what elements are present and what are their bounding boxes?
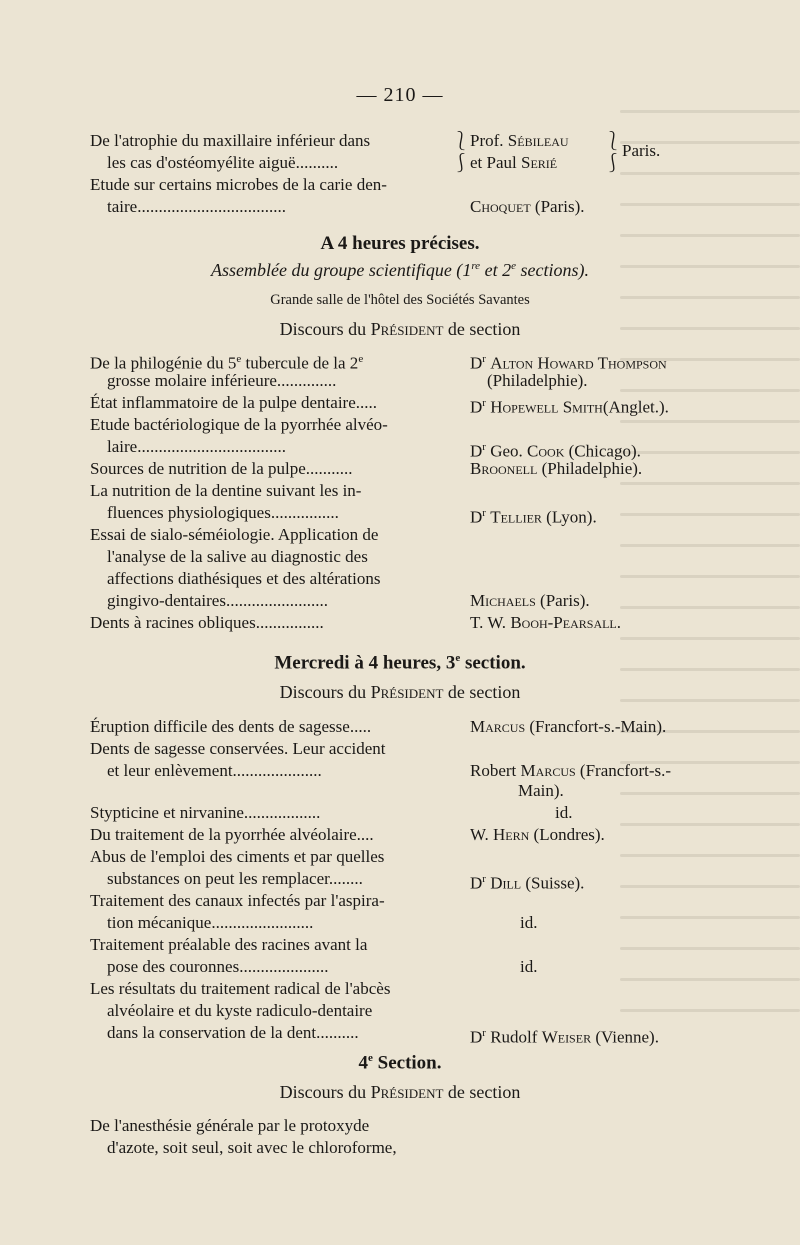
entry-author: Marcus (Francfort-s.-Main). [470,717,667,736]
entry-author: Broonell (Philadelphie). [470,459,643,478]
entry-title: grosse molaire inférieure.............. [107,371,337,390]
left-brace-glyph: ⎱ [452,131,470,151]
entry-title: Du traitement de la pyorrhée alvéolaire.... [90,825,374,844]
entry-author: $D^r$ Hopewell Smith(Anglet.). [470,397,669,417]
discourse-line: Discours du Président de section [279,682,521,702]
discourse-line: Discours du Président de section [279,1082,521,1102]
entry-author: et Paul Serié [470,153,558,172]
assembly-line: Assemblée du groupe scientifique (1re et 2e sections). [211,260,589,280]
entry-title: gingivo-dentaires........................ [107,591,328,610]
entry-title: pose des couronnes..................... [107,957,329,976]
entry-title: Dents à racines obliques................ [90,613,324,632]
left-brace-glyph: ⎰ [452,153,470,173]
entry-title: Etude bactériologique de la pyorrhée alvéo- [90,415,388,434]
entry-title: taire................................... [107,197,286,216]
entry-author: $D^r$ Dill (Suisse). [470,873,585,893]
entry-title: tion mécanique........................ [107,913,314,932]
entry-title: De l'atrophie du maxillaire inférieur dans [90,131,371,150]
entry-title: laire................................... [107,437,286,456]
section-heading: Mercredi à 4 heures, 3e section. [274,652,526,674]
entry-title: l'analyse de la salive au diagnostic des [107,547,368,566]
entry-author: Michaels (Paris). [470,591,590,610]
city-label: Paris. [622,141,661,160]
entry-title: fluences physiologiques................ [107,503,339,522]
entry-author: (Philadelphie). [487,371,588,390]
entry-title: Traitement préalable des racines avant la [90,935,368,954]
right-brace-glyph: ⎱ [604,131,622,151]
entry-author: $D^r$ Alton Howard Thompson [470,353,667,373]
entry-title: Etude sur certains microbes de la carie den- [90,175,387,194]
entry-title: Essai de sialo-séméiologie. Application de [90,525,379,544]
author-name: Sébileau [507,131,569,150]
entry-author: Prof. Sébileau [470,131,569,150]
entry-title: les cas d'ostéomyélite aiguë.......... [107,153,339,172]
entry-title: Les résultats du traitement radical de l'abcès [90,979,391,998]
entry-title: De l'anesthésie générale par le protoxyde [90,1116,370,1135]
entry-title: substances on peut les remplacer........ [107,869,363,888]
entry-title: affections diathésiques et des altérations [107,569,381,588]
entry-title: La nutrition de la dentine suivant les in- [90,481,362,500]
discourse-line: Discours du Président de section [279,319,521,339]
entry-author: Main). [518,781,564,800]
entry-author: T. W. Booh-Pearsall. [470,613,622,632]
entry-title: dans la conservation de la dent.......... [107,1023,359,1042]
entry-title: Éruption difficile des dents de sagesse..... [90,717,372,736]
entry-title: Stypticine et nirvanine.................. [90,803,321,822]
entry-author: id. [520,957,538,976]
entry-title: et leur enlèvement..................... [107,761,322,780]
entry-title: État inflammatoire de la pulpe dentaire..... [90,393,377,412]
section-heading: A 4 heures précises. [320,233,480,254]
entry-author: Robert Marcus (Francfort-s.- [470,761,672,780]
page-number: — 210 — [356,84,444,106]
entry-author: W. Hern (Londres). [470,825,605,844]
venue-line: Grande salle de l'hôtel des Sociétés Savantes [270,292,530,308]
entry-title: De la philogénie du 5e tubercule de la 2e [90,353,364,373]
entry-title: d'azote, soit seul, soit avec le chloroforme, [107,1138,397,1157]
entry-title: Traitement des canaux infectés par l'aspira- [90,891,385,910]
entry-author: $D^r$ Tellier (Lyon). [470,507,597,527]
entry-title: alvéolaire et du kyste radiculo-dentaire [107,1001,373,1020]
entry-author: $D^r$ Geo. Cook (Chicago). [470,441,641,461]
entry-title: Sources de nutrition de la pulpe........... [90,459,353,478]
right-brace-glyph: ⎰ [604,153,622,173]
entry-author: id. [555,803,573,822]
entry-author: Choquet (Paris). [470,197,585,216]
entry-title: Abus de l'emploi des ciments et par quelles [90,847,385,866]
author-name: Serié [521,153,558,172]
entry-author: id. [520,913,538,932]
section-heading: 4e Section. [358,1052,442,1074]
entry-title: Dents de sagesse conservées. Leur accident [90,739,386,758]
entry-author: $D^r$ Rudolf Weiser (Vienne). [470,1027,659,1047]
